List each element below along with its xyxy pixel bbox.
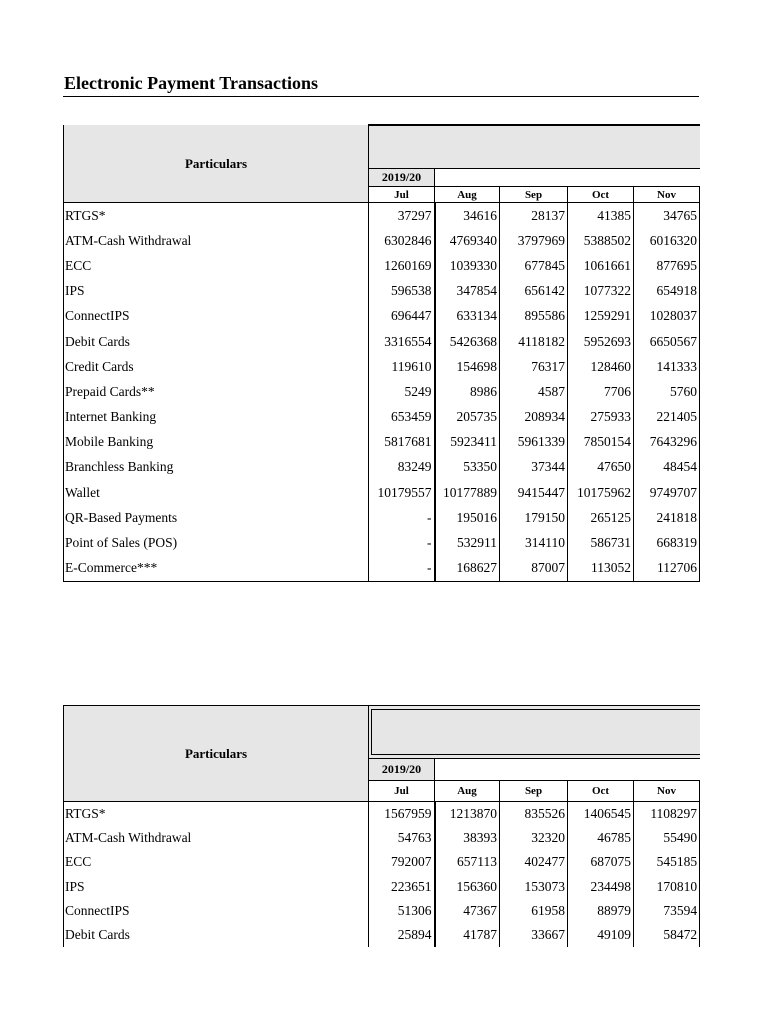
row-label: ConnectIPS bbox=[64, 899, 369, 923]
value-cell: 1406545 bbox=[568, 802, 634, 827]
table-row bbox=[64, 304, 700, 329]
value-cell: 4587 bbox=[500, 379, 568, 404]
value-cell: 8986 bbox=[435, 379, 500, 404]
value-cell: 153073 bbox=[500, 875, 568, 899]
row-label: ATM-Cash Withdrawal bbox=[64, 826, 369, 850]
value-cell: 221405 bbox=[634, 405, 700, 430]
value-cell: 3797969 bbox=[500, 228, 568, 253]
value-cell: 6016320 bbox=[634, 228, 700, 253]
value-cell: 61958 bbox=[500, 899, 568, 923]
table-row bbox=[64, 455, 700, 480]
row-label: QR-Based Payments bbox=[64, 505, 369, 530]
value-cell: 37344 bbox=[500, 455, 568, 480]
table-row bbox=[64, 430, 700, 455]
row-label: ECC bbox=[64, 253, 369, 278]
value-cell: 88979 bbox=[568, 899, 634, 923]
row-label: IPS bbox=[64, 875, 369, 899]
month-header: Oct bbox=[568, 781, 634, 802]
value-cell: 1259291 bbox=[568, 304, 634, 329]
table-row bbox=[64, 850, 700, 874]
value-cell: 596538 bbox=[369, 279, 435, 304]
value-cell: 1077322 bbox=[568, 279, 634, 304]
value-cell: 76317 bbox=[500, 354, 568, 379]
value-cell: 5388502 bbox=[568, 228, 634, 253]
value-cell: 653459 bbox=[369, 405, 435, 430]
value-cell: 5961339 bbox=[500, 430, 568, 455]
value-cell: 156360 bbox=[435, 875, 500, 899]
row-label: Mobile Banking bbox=[64, 430, 369, 455]
row-label: Debit Cards bbox=[64, 923, 369, 947]
table-row bbox=[64, 279, 700, 304]
value-cell: 7706 bbox=[568, 379, 634, 404]
value-cell: 32320 bbox=[500, 826, 568, 850]
value-cell: 28137 bbox=[500, 203, 568, 229]
value-cell: 205735 bbox=[435, 405, 500, 430]
value-cell: 38393 bbox=[435, 826, 500, 850]
value-cell: 223651 bbox=[369, 875, 435, 899]
value-cell: 314110 bbox=[500, 530, 568, 555]
month-header: Sep bbox=[500, 187, 568, 203]
value-cell: - bbox=[369, 530, 435, 555]
value-cell: 234498 bbox=[568, 875, 634, 899]
value-cell: 241818 bbox=[634, 505, 700, 530]
month-header: Nov bbox=[634, 781, 700, 802]
table-row bbox=[64, 480, 700, 505]
value-cell: 4769340 bbox=[435, 228, 500, 253]
value-cell: 83249 bbox=[369, 455, 435, 480]
value-cell: 1260169 bbox=[369, 253, 435, 278]
value-cell: 47367 bbox=[435, 899, 500, 923]
value-cell: 87007 bbox=[500, 556, 568, 582]
header-band-row bbox=[64, 706, 700, 759]
particulars-header: Particulars bbox=[64, 125, 369, 203]
value-cell: 58472 bbox=[634, 923, 700, 947]
value-cell: 47650 bbox=[568, 455, 634, 480]
value-cell: 37297 bbox=[369, 203, 435, 229]
value-cell: 112706 bbox=[634, 556, 700, 582]
value-cell: 6650567 bbox=[634, 329, 700, 354]
value-cell: 1108297 bbox=[634, 802, 700, 827]
value-cell: 10177889 bbox=[435, 480, 500, 505]
particulars-header: Particulars bbox=[64, 706, 369, 802]
value-cell: 10175962 bbox=[568, 480, 634, 505]
value-cell: 5760 bbox=[634, 379, 700, 404]
value-cell: 265125 bbox=[568, 505, 634, 530]
value-cell: 792007 bbox=[369, 850, 435, 874]
row-label: ECC bbox=[64, 850, 369, 874]
value-cell: 1039330 bbox=[435, 253, 500, 278]
value-cell: 402477 bbox=[500, 850, 568, 874]
row-label: Point of Sales (POS) bbox=[64, 530, 369, 555]
value-cell: 835526 bbox=[500, 802, 568, 827]
fiscal-year-spacer bbox=[435, 758, 700, 781]
value-cell: 195016 bbox=[435, 505, 500, 530]
table-row bbox=[64, 228, 700, 253]
table-row bbox=[64, 405, 700, 430]
value-cell: 657113 bbox=[435, 850, 500, 874]
value-cell: 696447 bbox=[369, 304, 435, 329]
value-cell: 34616 bbox=[435, 203, 500, 229]
value-cell: 168627 bbox=[435, 556, 500, 582]
title-divider bbox=[63, 96, 699, 97]
value-cell: 532911 bbox=[435, 530, 500, 555]
value-cell: 1213870 bbox=[435, 802, 500, 827]
value-cell: 6302846 bbox=[369, 228, 435, 253]
table-row bbox=[64, 899, 700, 923]
table-row bbox=[64, 556, 700, 582]
value-cell: 877695 bbox=[634, 253, 700, 278]
row-label: ConnectIPS bbox=[64, 304, 369, 329]
value-cell: 179150 bbox=[500, 505, 568, 530]
row-label: ATM-Cash Withdrawal bbox=[64, 228, 369, 253]
value-cell: 9749707 bbox=[634, 480, 700, 505]
table-row bbox=[64, 802, 700, 827]
value-cell: 5923411 bbox=[435, 430, 500, 455]
value-cell: 33667 bbox=[500, 923, 568, 947]
value-cell: - bbox=[369, 505, 435, 530]
header-band bbox=[369, 125, 700, 168]
row-label: Credit Cards bbox=[64, 354, 369, 379]
value-cell: 687075 bbox=[568, 850, 634, 874]
month-header: Sep bbox=[500, 781, 568, 802]
value-cell: 654918 bbox=[634, 279, 700, 304]
table-row bbox=[64, 505, 700, 530]
value-cell: 4118182 bbox=[500, 329, 568, 354]
value-cell: 154698 bbox=[435, 354, 500, 379]
table-2-body bbox=[64, 802, 700, 948]
value-cell: 53350 bbox=[435, 455, 500, 480]
table-row bbox=[64, 923, 700, 947]
value-cell: 73594 bbox=[634, 899, 700, 923]
table-row bbox=[64, 354, 700, 379]
month-header: Jul bbox=[369, 187, 435, 203]
header-band-inner bbox=[371, 709, 700, 755]
value-cell: 49109 bbox=[568, 923, 634, 947]
value-cell: 275933 bbox=[568, 405, 634, 430]
value-cell: 55490 bbox=[634, 826, 700, 850]
table-row bbox=[64, 875, 700, 899]
fiscal-year-spacer bbox=[435, 168, 700, 187]
value-cell: 25894 bbox=[369, 923, 435, 947]
row-label: Wallet bbox=[64, 480, 369, 505]
row-label: RTGS* bbox=[64, 203, 369, 229]
value-cell: 7643296 bbox=[634, 430, 700, 455]
transactions-table-2 bbox=[63, 705, 700, 947]
month-header: Aug bbox=[435, 781, 500, 802]
value-cell: 1028037 bbox=[634, 304, 700, 329]
value-cell: 895586 bbox=[500, 304, 568, 329]
month-header: Jul bbox=[369, 781, 435, 802]
value-cell: 208934 bbox=[500, 405, 568, 430]
value-cell: 119610 bbox=[369, 354, 435, 379]
row-label: IPS bbox=[64, 279, 369, 304]
value-cell: 586731 bbox=[568, 530, 634, 555]
table-row bbox=[64, 203, 700, 229]
row-label: RTGS* bbox=[64, 802, 369, 827]
value-cell: 170810 bbox=[634, 875, 700, 899]
value-cell: 48454 bbox=[634, 455, 700, 480]
value-cell: 1567959 bbox=[369, 802, 435, 827]
month-header: Oct bbox=[568, 187, 634, 203]
row-label: Internet Banking bbox=[64, 405, 369, 430]
value-cell: 5426368 bbox=[435, 329, 500, 354]
value-cell: 1061661 bbox=[568, 253, 634, 278]
row-label: Prepaid Cards** bbox=[64, 379, 369, 404]
value-cell: 668319 bbox=[634, 530, 700, 555]
value-cell: 5817681 bbox=[369, 430, 435, 455]
value-cell: 128460 bbox=[568, 354, 634, 379]
value-cell: 3316554 bbox=[369, 329, 435, 354]
value-cell: 677845 bbox=[500, 253, 568, 278]
table-row bbox=[64, 530, 700, 555]
page-title: Electronic Payment Transactions bbox=[64, 73, 318, 93]
value-cell: 656142 bbox=[500, 279, 568, 304]
value-cell: 113052 bbox=[568, 556, 634, 582]
value-cell: 9415447 bbox=[500, 480, 568, 505]
value-cell: 5249 bbox=[369, 379, 435, 404]
header-band bbox=[369, 706, 700, 759]
value-cell: 7850154 bbox=[568, 430, 634, 455]
value-cell: 633134 bbox=[435, 304, 500, 329]
transactions-table-1 bbox=[63, 124, 700, 582]
fiscal-year-label: 2019/20 bbox=[369, 758, 435, 781]
value-cell: 347854 bbox=[435, 279, 500, 304]
month-header: Nov bbox=[634, 187, 700, 203]
row-label: E-Commerce*** bbox=[64, 556, 369, 582]
fiscal-year-label: 2019/20 bbox=[369, 168, 435, 187]
month-header: Aug bbox=[435, 187, 500, 203]
value-cell: - bbox=[369, 556, 435, 582]
row-label: Debit Cards bbox=[64, 329, 369, 354]
value-cell: 10179557 bbox=[369, 480, 435, 505]
value-cell: 5952693 bbox=[568, 329, 634, 354]
row-label: Branchless Banking bbox=[64, 455, 369, 480]
value-cell: 41787 bbox=[435, 923, 500, 947]
table-row bbox=[64, 826, 700, 850]
value-cell: 54763 bbox=[369, 826, 435, 850]
table-row bbox=[64, 329, 700, 354]
value-cell: 41385 bbox=[568, 203, 634, 229]
value-cell: 51306 bbox=[369, 899, 435, 923]
header-band-row bbox=[64, 125, 700, 168]
value-cell: 141333 bbox=[634, 354, 700, 379]
value-cell: 34765 bbox=[634, 203, 700, 229]
table-1-body bbox=[64, 203, 700, 582]
table-row bbox=[64, 253, 700, 278]
value-cell: 545185 bbox=[634, 850, 700, 874]
value-cell: 46785 bbox=[568, 826, 634, 850]
table-row bbox=[64, 379, 700, 404]
